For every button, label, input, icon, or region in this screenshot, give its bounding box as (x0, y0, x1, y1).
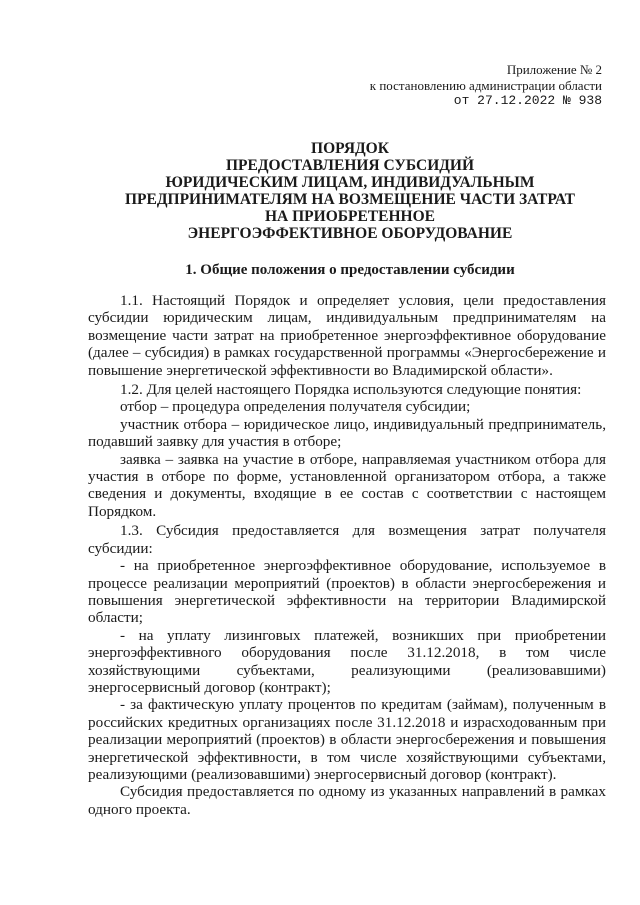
title-line: ЭНЕРГОЭФФЕКТИВНОЕ ОБОРУДОВАНИЕ (187, 225, 513, 242)
paragraph-1-3: 1.3. Субсидия предоставляется для возмещения затрат получателя субсидии: (88, 522, 606, 557)
title-line: ПОРЯДОК (311, 140, 389, 157)
appendix-number: Приложение № 2 (506, 62, 602, 77)
list-item: - за фактическую уплату процентов по кредитам (займам), полученным в российских кредитных организациях после 31.12.2018 и израсходованным при реализации мероприятий (проектов) в области энергосбережения и повышения энергетической эффективности, в том числе хозяйствующими субъектами, реализующими (реализовавшими) энергосервисный договор (контракт). (88, 696, 606, 783)
appendix-header (370, 62, 602, 109)
title-line: ЮРИДИЧЕСКИМ ЛИЦАМ, ИНДИВИДУАЛЬНЫМ (165, 174, 535, 191)
definition-selection: отбор – процедура определения получателя субсидии; (120, 398, 471, 416)
list-item: - на уплату лизинговых платежей, возникших при приобретении энергоэффективного оборудования после 31.12.2018, в том числе хозяйствующими субъектами, реализующими (реализовавшими) энергосервисный договор (контракт); (88, 626, 606, 696)
paragraph-1-1: 1.1. Настоящий Порядок и определяет условия, цели предоставления субсидии юридическим лицам, индивидуальным предпринимателям на возмещение части затрат на приобретенное энергоэффективное оборудование (далее – субсидия) в рамках государственной программы «Энергосбережение и повышение энергетической эффективности во Владимирской области». (88, 292, 606, 379)
paragraph-1-2: 1.2. Для целей настоящего Порядка используются следующие понятия: (120, 381, 582, 399)
section-heading: 1. Общие положения о предоставлении субсидии (185, 262, 515, 278)
appendix-reference: к постановлению администрации области (369, 77, 602, 93)
appendix-date: от 27.12.2022 № 938 (453, 93, 602, 108)
document-body (88, 292, 606, 818)
title-line: ПРЕДПРИНИМАТЕЛЯМ НА ВОЗМЕЩЕНИЕ ЧАСТИ ЗАТРАТ (124, 191, 576, 208)
list-item: - на приобретенное энергоэффективное оборудование, используемое в процессе реализации мероприятий (проектов) в области энергосбережения и повышения энергетической эффективности на территории Владимирской области; (88, 557, 606, 627)
definition-participant: участник отбора – юридическое лицо, индивидуальный предприниматель, подавший заявку для участия в отборе; (88, 415, 606, 451)
definition-application: заявка – заявка на участие в отборе, направляемая участником отбора для участия в отборе по форме, установленной организатором отбора, а также сведения и документы, входящие в ее состав с соответствии с настоящем Порядком. (88, 450, 606, 520)
document-title (60, 140, 640, 242)
title-line: НА ПРИОБРЕТЕННОЕ (264, 208, 435, 225)
closing-paragraph: Субсидия предоставляется по одному из указанных направлений в рамках одного проекта. (88, 783, 606, 818)
title-line: ПРЕДОСТАВЛЕНИЯ СУБСИДИЙ (225, 157, 475, 174)
